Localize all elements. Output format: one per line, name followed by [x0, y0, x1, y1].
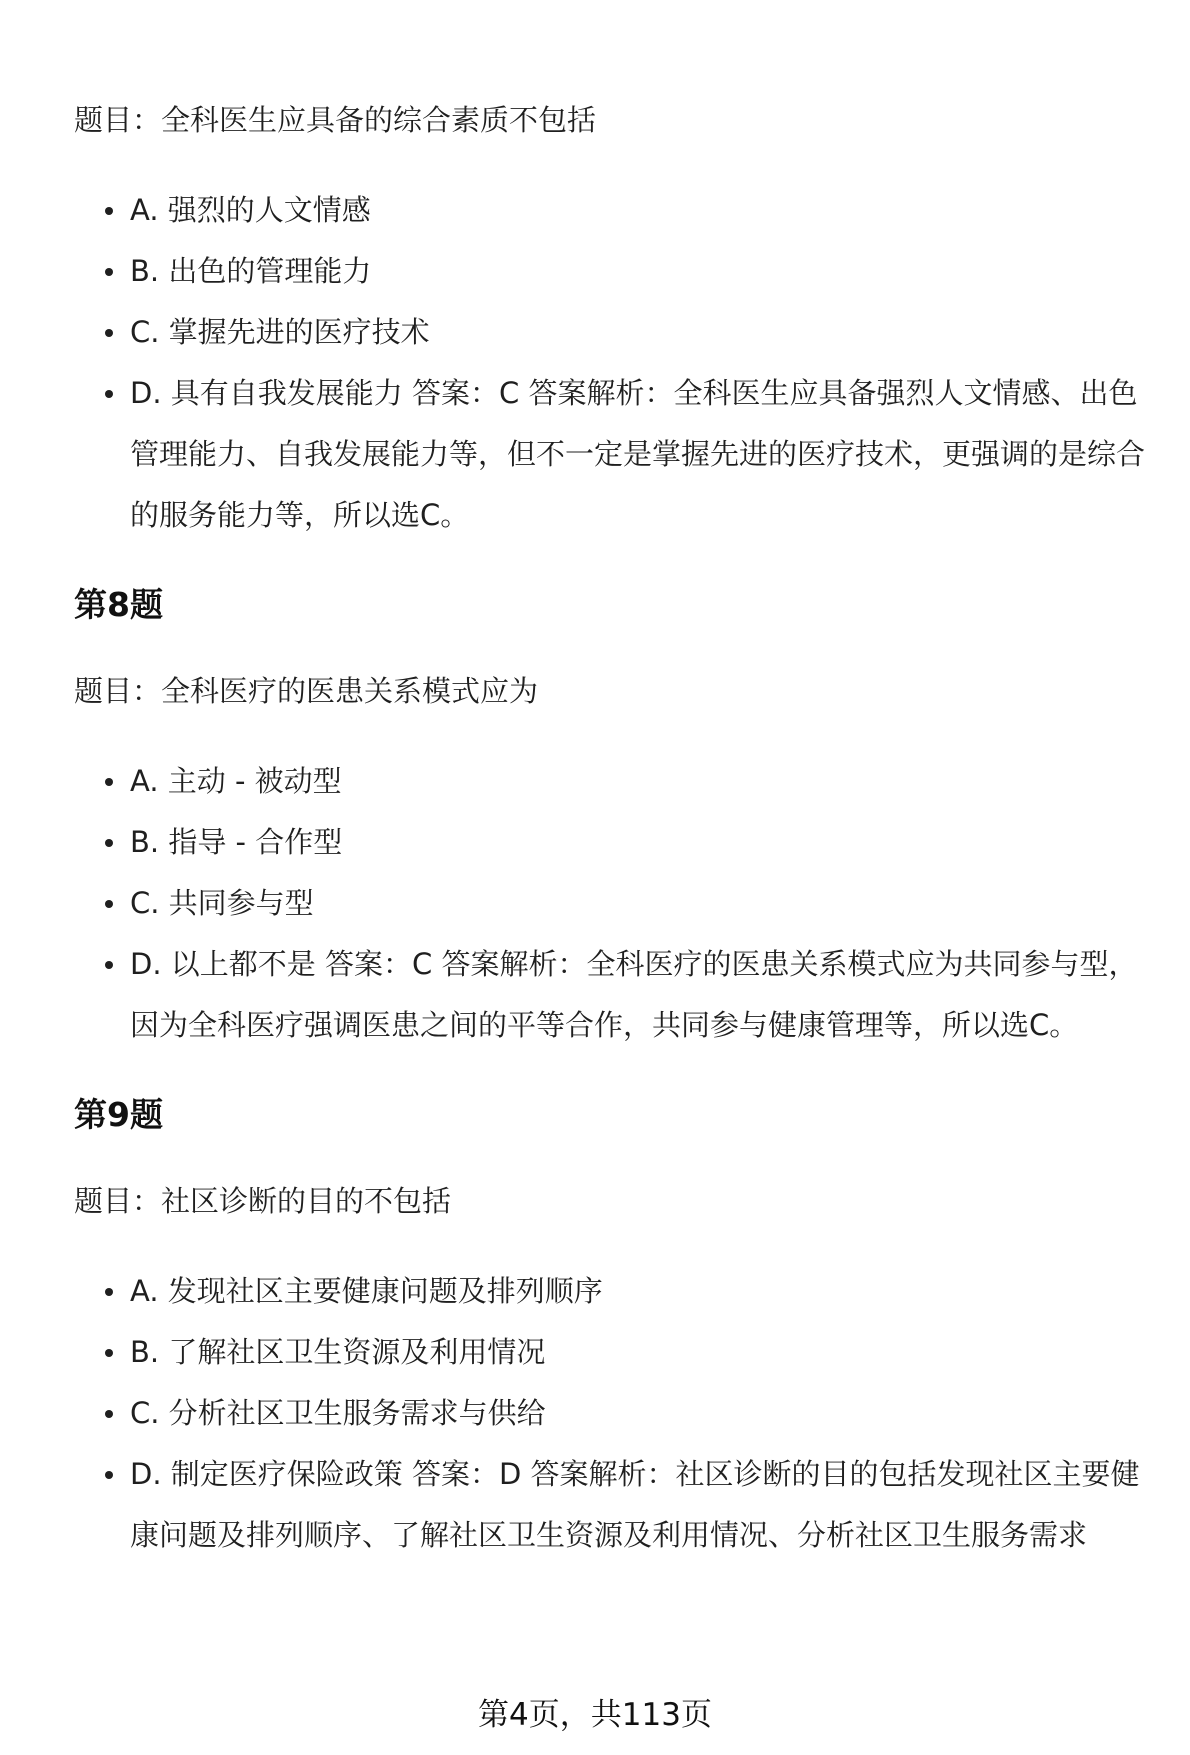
- question-9-stem: 题目：社区诊断的目的不包括: [74, 1184, 452, 1218]
- question-8-stem: 题目：全科医疗的医患关系模式应为: [74, 674, 539, 708]
- question-9-options: [74, 1261, 1164, 1566]
- question-8-heading: 第8题: [74, 585, 163, 624]
- question-9-option-d-with-answer: D. 制定医疗保险政策 答案：D 答案解析：社区诊断的目的包括发现社区主要健康问题及排列顺序、了解社区卫生资源及利用情况、分析社区卫生服务需求: [74, 1444, 1164, 1566]
- question-7-options: [74, 180, 1164, 546]
- question-9-option-c: C. 分析社区卫生服务需求与供给: [74, 1383, 1164, 1444]
- question-7-option-c: C. 掌握先进的医疗技术: [74, 302, 1164, 363]
- page-number-footer: 第4页，共113页: [478, 1697, 712, 1733]
- question-7-option-d-with-answer: D. 具有自我发展能力 答案：C 答案解析：全科医生应具备强烈人文情感、出色管理能力、自我发展能力等，但不一定是掌握先进的医疗技术，更强调的是综合的服务能力等，所以选C。: [74, 363, 1164, 546]
- question-7-option-a: A. 强烈的人文情感: [74, 180, 1164, 241]
- question-8-option-c: C. 共同参与型: [74, 873, 1164, 934]
- document-page: [74, 100, 1164, 1566]
- question-8-option-a: A. 主动 - 被动型: [74, 751, 1164, 812]
- question-9-option-a: A. 发现社区主要健康问题及排列顺序: [74, 1261, 1164, 1322]
- question-9-heading: 第9题: [74, 1095, 163, 1134]
- question-7-option-b: B. 出色的管理能力: [74, 241, 1164, 302]
- question-7-stem: 题目：全科医生应具备的综合素质不包括: [74, 103, 597, 137]
- question-8-option-d-with-answer: D. 以上都不是 答案：C 答案解析：全科医疗的医患关系模式应为共同参与型，因为全科医疗强调医患之间的平等合作，共同参与健康管理等，所以选C。: [74, 934, 1164, 1056]
- question-9-option-b: B. 了解社区卫生资源及利用情况: [74, 1322, 1164, 1383]
- question-8-option-b: B. 指导 - 合作型: [74, 812, 1164, 873]
- question-8-options: [74, 751, 1164, 1056]
